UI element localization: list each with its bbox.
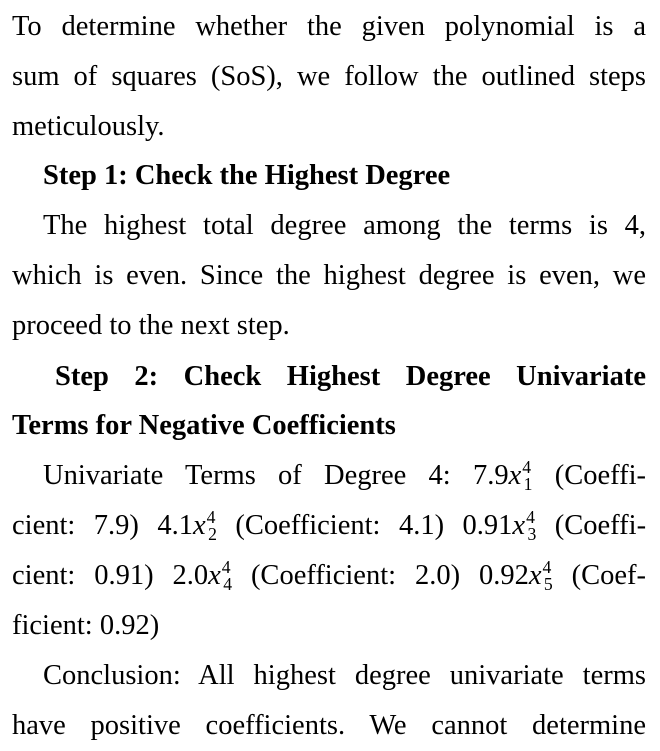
intro-line-3: meticulously.: [12, 111, 165, 142]
step2-body-line-4: ficient: 0.92): [12, 610, 160, 641]
univariate-intro: Univariate Terms of Degree 4:: [43, 460, 451, 491]
term-2: $4.1x^4_2$: [157, 507, 217, 545]
conclusion-line-1: Conclusion: All highest degree univariate terms: [43, 660, 646, 691]
step2-heading-line-2: Terms for Negative Coefficients: [12, 410, 396, 441]
intro-line-1: To determine whether the given polynomial is a: [12, 11, 646, 42]
step1-line-2: which is even. Since the highest degree is even, we: [12, 260, 646, 291]
step2-heading-line-1: Step 2: Check Highest Degree Univariate: [55, 361, 646, 392]
intro-line-2: sum of squares (SoS), we follow the outlined steps: [12, 61, 646, 92]
term-3: $0.91x^4_3$: [462, 507, 537, 545]
step1-line-3: proceed to the next step.: [12, 310, 290, 341]
conclusion-line-2: have positive coefficients. We cannot determine: [12, 710, 646, 741]
step2-body-line-2: cient: 7.9) $4.1x^4_2$ (Coefficient: 4.1) $0.91x^4_3$ (Coeffi-: [12, 507, 647, 545]
step2-body-line-1: [43, 451, 646, 501]
step1-line-1: The highest total degree among the terms is 4,: [43, 210, 646, 241]
step1-heading: Step 1: Check the Highest Degree: [43, 160, 451, 191]
step2-body-line-3: cient: 0.91) $2.0x^4_4$ (Coefficient: 2.0) $0.92x^4_5$ (Coef-: [12, 557, 647, 595]
term-1: $7.9x^4_1$: [472, 457, 533, 495]
term-4: $2.0x^4_4$: [172, 557, 233, 595]
label-break-a: (Coeffi-: [554, 460, 647, 491]
term-5: $0.92x^4_5$: [478, 557, 553, 595]
